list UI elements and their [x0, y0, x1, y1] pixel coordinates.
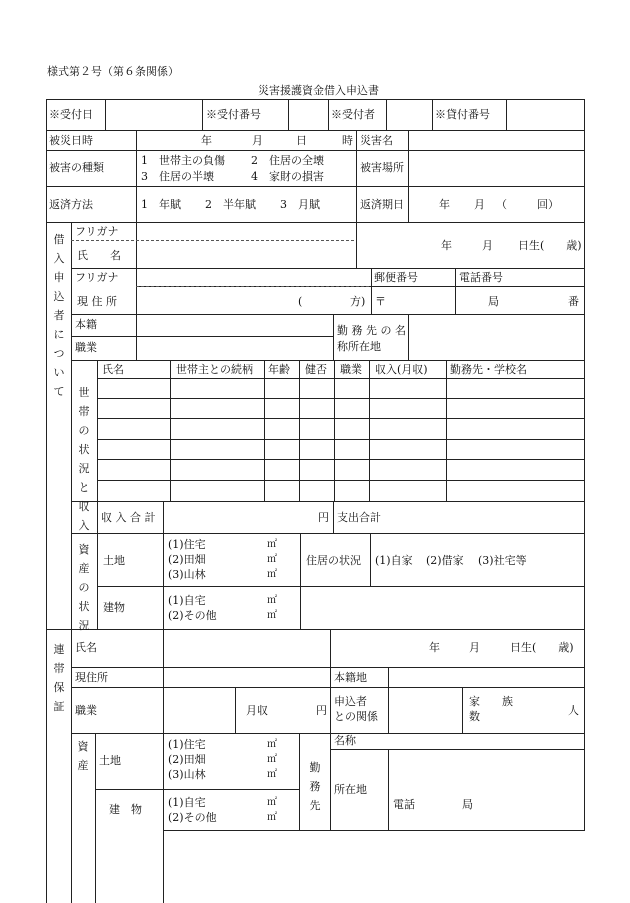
guarantor-monthly-income: 月収 — [246, 704, 268, 717]
guarantor-birth-month: 月 — [469, 641, 480, 654]
guarantor-land-opt2: (2)田畑 — [168, 753, 206, 766]
disaster-day: 日 — [296, 134, 307, 147]
guarantor-phone-label: 電話 — [393, 798, 415, 811]
household-header-income: 収入(月収) — [375, 363, 428, 376]
assets-land-label: 土地 — [103, 554, 125, 567]
postal-mark: 〒 — [375, 295, 386, 308]
guarantor-domicile-label: 本籍地 — [334, 671, 367, 684]
guarantor-building-label: 建 物 — [109, 803, 142, 816]
guarantor-land-sqm-3: ㎡ — [267, 769, 277, 780]
household-header-occupation: 職業 — [340, 363, 362, 376]
receiver-label: ※受付者 — [331, 108, 375, 121]
guarantor-land-opt3: (3)山林 — [168, 768, 206, 781]
guarantor-income-yen: 円 — [316, 704, 327, 717]
housing-opt2: (2)借家 — [426, 554, 464, 567]
guarantor-land-sqm-1: ㎡ — [267, 739, 277, 750]
assets-land-opt2: (2)田畑 — [168, 553, 206, 566]
repay-period-label: 返済期日 — [360, 198, 404, 211]
assets-building-label: 建物 — [103, 601, 125, 614]
household-side-label: 世帯の状況と収入 — [78, 386, 90, 532]
guarantor-occupation-label: 職業 — [75, 704, 97, 717]
repay-month: 月 — [474, 198, 485, 211]
assets-land-opt1: (1)住宅 — [168, 538, 206, 551]
address-paren-open: ( — [298, 295, 303, 308]
repay-year: 年 — [439, 198, 450, 211]
guarantor-workplace-label: 勤務先 — [309, 761, 321, 812]
assets-bldg-sqm-1: ㎡ — [267, 595, 277, 606]
damage-option-3: 3 住居の半壊 — [141, 170, 214, 183]
repay-option-3: 3 月賦 — [280, 198, 320, 211]
income-total-yen: 円 — [318, 511, 329, 524]
guarantor-side-label: 連帯保証 — [53, 643, 65, 713]
phone-label: 電話番号 — [459, 271, 503, 284]
phone-number: 番 — [568, 295, 579, 308]
household-header-health: 健否 — [305, 363, 327, 376]
guarantor-bldg-sqm-2: ㎡ — [267, 812, 277, 823]
guarantor-land-label: 土地 — [99, 754, 121, 767]
assets-bldg-opt2: (2)その他 — [168, 609, 217, 622]
assets-land-sqm-2: ㎡ — [267, 554, 277, 565]
assets-land-sqm-3: ㎡ — [267, 569, 277, 580]
expense-total-label: 支出合計 — [337, 511, 381, 524]
household-header-relation: 世帯主との続柄 — [176, 363, 253, 376]
repay-times: 回） — [537, 198, 559, 211]
guarantor-workplace-name: 名称 — [334, 734, 356, 747]
damage-option-2: 2 住居の全壊 — [251, 154, 324, 167]
damage-type-label: 被害の種類 — [49, 161, 104, 174]
applicant-furigana-label: フリガナ — [75, 225, 119, 238]
disaster-month: 月 — [252, 134, 263, 147]
form-title: 災害援護資金借入申込書 — [258, 84, 379, 97]
guarantor-phone-area: 局 — [462, 798, 473, 811]
form-number: 様式第２号（第６条関係） — [47, 65, 179, 78]
household-header-name: 氏名 — [102, 363, 124, 376]
assets-side-label: 資産の状況 — [78, 543, 90, 632]
applicant-birth-month: 月 — [482, 239, 493, 252]
guarantor-bldg-sqm-1: ㎡ — [267, 797, 277, 808]
guarantor-name-label: 氏名 — [75, 641, 97, 654]
applicant-birth-year: 年 — [441, 239, 452, 252]
assets-land-sqm-1: ㎡ — [267, 539, 277, 550]
guarantor-bldg-opt1: (1)自宅 — [168, 796, 206, 809]
guarantor-family-line1: 家 族 — [469, 695, 513, 708]
occupation-label: 職業 — [75, 341, 97, 354]
workplace-label-line1: 勤 務 先 の 名 — [337, 324, 406, 337]
housing-opt3: (3)社宅等 — [478, 554, 527, 567]
disaster-date-label: 被災日時 — [49, 134, 93, 147]
disaster-name-label: 災害名 — [360, 134, 393, 147]
postal-code-label: 郵便番号 — [374, 271, 418, 284]
damage-option-1: 1 世帯主の負傷 — [141, 154, 225, 167]
guarantor-bldg-opt2: (2)その他 — [168, 811, 217, 824]
guarantor-address-label: 現住所 — [75, 671, 108, 684]
guarantor-relation-line1: 申込者 — [334, 695, 367, 708]
damage-option-4: 4 家財の損害 — [251, 170, 324, 183]
guarantor-persons: 人 — [568, 704, 579, 717]
housing-status-label: 住居の状況 — [306, 554, 361, 567]
applicant-furigana2-label: フリガナ — [75, 271, 119, 284]
damage-place-label: 被害場所 — [360, 161, 404, 174]
guarantor-birth-day-age: 日生( 歳) — [510, 641, 574, 654]
address-label: 現 住 所 — [77, 295, 117, 308]
guarantor-land-opt1: (1)住宅 — [168, 738, 206, 751]
loan-number-label: ※貸付番号 — [435, 108, 490, 121]
housing-opt1: (1)自家 — [375, 554, 413, 567]
guarantor-family-line2: 数 — [469, 710, 480, 723]
household-header-workplace: 勤務先・学校名 — [450, 363, 527, 376]
repay-method-label: 返済方法 — [49, 198, 93, 211]
guarantor-birth-year: 年 — [429, 641, 440, 654]
guarantor-relation-line2: との関係 — [334, 710, 378, 723]
household-header-age: 年齢 — [268, 363, 290, 376]
workplace-label-line2: 称所在地 — [337, 340, 381, 353]
phone-area: 局 — [488, 295, 499, 308]
assets-land-opt3: (3)山林 — [168, 568, 206, 581]
assets-bldg-sqm-2: ㎡ — [267, 610, 277, 621]
applicant-name-label: 氏 名 — [77, 249, 121, 262]
repay-option-2: 2 半年賦 — [205, 198, 256, 211]
guarantor-land-sqm-2: ㎡ — [267, 754, 277, 765]
address-paren-close: 方) — [350, 295, 366, 308]
received-date-label: ※受付日 — [49, 108, 93, 121]
applicant-side-label: 借入申込者について — [53, 233, 65, 398]
domicile-label: 本籍 — [75, 318, 97, 331]
guarantor-assets-label: 資産 — [77, 740, 89, 772]
assets-bldg-opt1: (1)自宅 — [168, 594, 206, 607]
guarantor-workplace-location: 所在地 — [334, 783, 367, 796]
disaster-hour: 時 — [342, 134, 353, 147]
income-total-label: 収 入 合 計 — [101, 511, 156, 524]
applicant-birth-day-age: 日生( 歳) — [518, 239, 582, 252]
repay-times-open: （ — [496, 198, 507, 211]
received-number-label: ※受付番号 — [206, 108, 261, 121]
disaster-year: 年 — [201, 134, 212, 147]
repay-option-1: 1 年賦 — [141, 198, 181, 211]
